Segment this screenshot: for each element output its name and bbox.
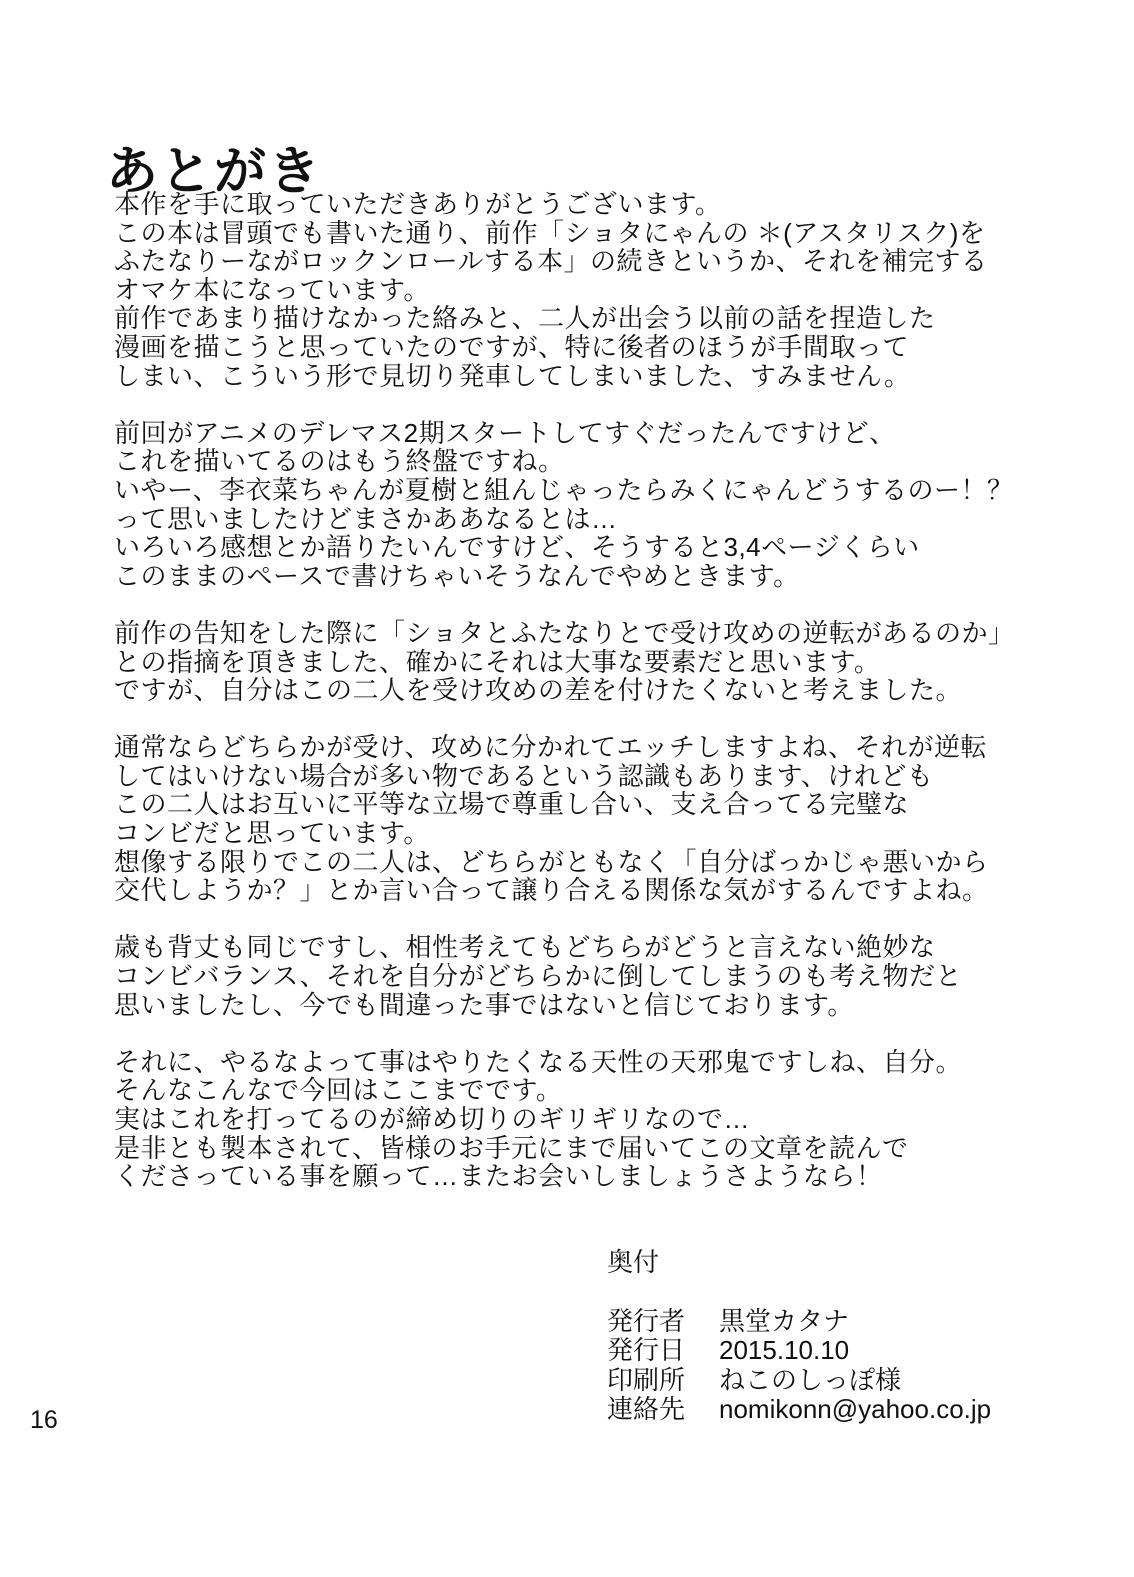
text-line: このままのペースで書けちゃいそうなんでやめときます。 [114,560,800,591]
colophon-entries [607,1307,991,1425]
colophon-label: 発行日 [607,1335,686,1365]
text-line: 交代しようか？」とか言い合って譲り合える関係な気がするんですよね。 [114,875,989,906]
colophon [607,1248,991,1425]
text-line: ふたなりーながロックンロールする本」の続きというか、それを補完する [114,246,988,277]
colophon-label: 連絡先 [607,1394,686,1424]
paragraph [114,1048,1074,1191]
colophon-label: 発行者 [607,1305,686,1336]
text-line: いろいろ感想とか語りたいんですけど、そうすると3,4ページくらい [114,532,920,563]
text-line: 前作であまり描けなかった絡みと、二人が出会う以前の話を捏造した [114,303,936,334]
text-line: コンビバランス、それを自分がどちらかに倒してしまうのも考え物だと [114,961,963,992]
colophon-value: 2015.10.10 [719,1335,850,1365]
text-line: この本は冒頭でも書いた通り、前作「ショタにゃんの ＊(アスタリスク)を [114,217,986,248]
paragraph [114,619,1074,705]
text-line: 是非とも製本されて、皆様のお手元にまで届いてこの文章を読んで [114,1132,909,1163]
colophon-entry [607,1366,991,1396]
paragraph [114,733,1074,905]
colophon-entry [607,1395,991,1425]
text-line: これを描いてるのはもう終盤ですね。 [114,446,565,477]
text-line: そんなこんなで今回はここまでです。 [114,1075,563,1106]
text-line: 前回がアニメのデレマス2期スタートしてすぐだったんですけど、 [114,417,896,448]
page-number: 16 [30,1406,58,1434]
text-line: いやー、李衣菜ちゃんが夏樹と組んじゃったらみくにゃんどうするのー！？ [114,474,1014,505]
text-line: この二人はお互いに平等な立場で尊重し合い、支え合ってる完璧な [114,789,910,820]
text-line: 想像する限りでこの二人は、どちらがともなく「自分ばっかじゃ悪いから [114,846,989,877]
text-line: との指摘を頂きました、確かにそれは大事な要素だと思います。 [114,646,881,677]
colophon-value: nomikonn@yahoo.co.jp [719,1394,992,1424]
text-line: してはいけない場合が多い物であるという認識もあります、けれども [114,760,934,791]
paragraph [114,190,1074,390]
colophon-value: 黒堂カタナ [719,1305,850,1336]
text-line: しまい、こういう形で見切り発車してしまいました、すみません。 [114,360,911,391]
paragraph [114,419,1074,591]
text-line: 通常ならどちらかが受け、攻めに分かれてエッチしますよね、それが逆転 [114,732,987,763]
text-line: 思いましたし、今でも間違った事ではないと信じております。 [114,989,854,1020]
colophon-entry [607,1336,991,1366]
colophon-heading: 奥付 [607,1247,660,1277]
page-title: あとがき [106,142,323,201]
text-line: 本作を手に取っていただきありがとうございます。 [114,189,722,219]
colophon-entry [607,1307,991,1337]
text-line: って思いましたけどまさかああなるとは… [114,503,618,534]
afterword-body [114,190,1074,1219]
colophon-value: ねこのしっぽ様 [719,1364,902,1395]
text-line: それに、やるなよって事はやりたくなる天性の天邪鬼ですしね、自分。 [114,1046,963,1077]
text-line: 歳も背丈も同じですし、相性考えてもどちらがどうと言えない絶妙な [114,932,936,963]
text-line: オマケ本になっています。 [114,274,430,305]
text-line: 漫画を描こうと思っていたのですが、特に後者のほうが手間取って [114,331,910,362]
text-line: コンビだと思っています。 [114,818,430,849]
text-line: くださっている事を願って…またお会いしましょうさようなら！ [114,1161,883,1192]
text-line: ですが、自分はこの二人を受け攻めの差を付けたくないと考えました。 [114,675,963,706]
text-line: 実はこれを打ってるのが締め切りのギリギリなので… [114,1104,751,1134]
colophon-label: 印刷所 [607,1364,686,1395]
text-line: 前作の告知をした際に「ショタとふたなりとで受け攻めの逆転があるのか」 [114,617,1015,648]
paragraph [114,933,1074,1019]
